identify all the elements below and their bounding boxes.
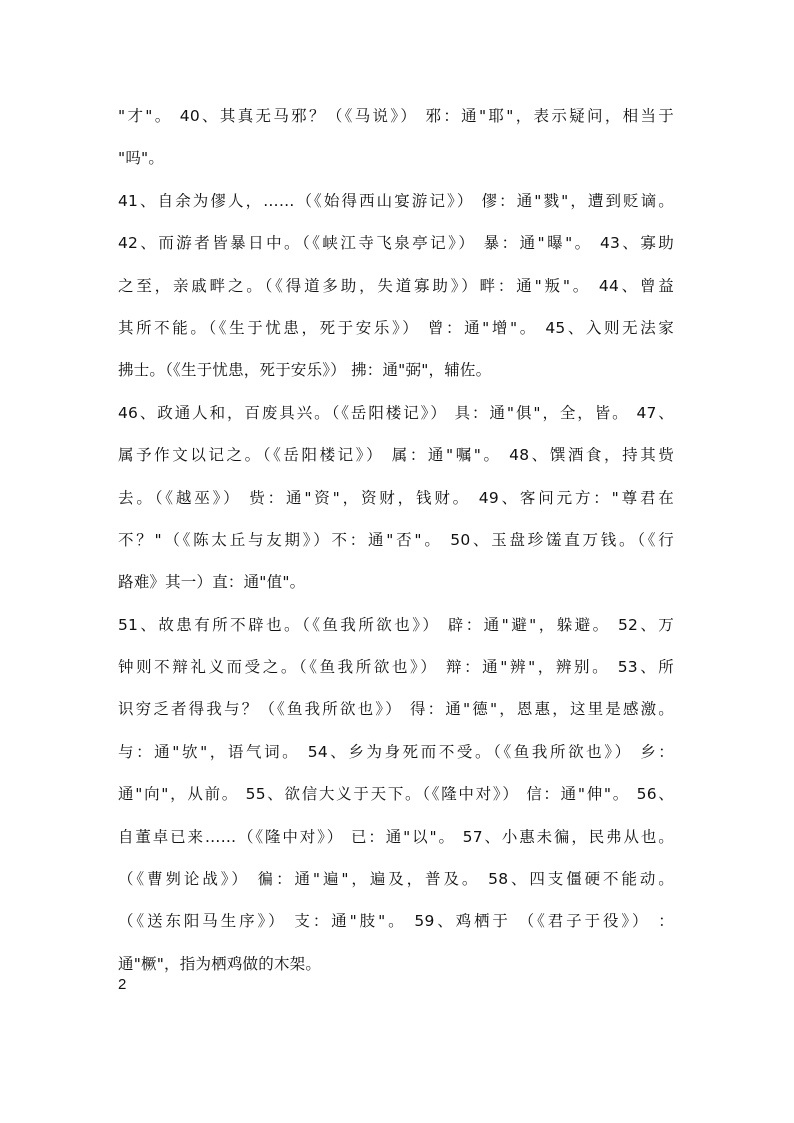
text-line: 通"向"，从前。 55、欲信大义于天下。（《隆中对》） 信：通"伸"。 56、 xyxy=(118,785,674,804)
text-line: （《送东阳马生序》） 支：通"肢"。 59、鸡栖于 （《君子于役》） ： xyxy=(118,912,674,931)
text-line: "吗"。 xyxy=(118,149,165,168)
text-line: 不？"（《陈太丘与友期》）不：通"否"。 50、玉盘珍馐直万钱。（《行 xyxy=(118,530,674,549)
text-line: 钟则不辩礼义而受之。（《鱼我所欲也》） 辩：通"辨"，辨别。 53、所 xyxy=(118,658,674,677)
text-line: 路难》其一）直：通"值"。 xyxy=(118,573,306,592)
text-line: 自董卓已来……（《隆中对》） 已：通"以"。 57、小惠未徧，民弗从也。 xyxy=(118,827,674,846)
text-line: 之至，亲戚畔之。（《得道多助，失道寡助》）畔：通"叛"。 44、曾益 xyxy=(118,276,674,295)
text-line: 识穷乏者得我与？（《鱼我所欲也》） 得：通"德"，恩惠，这里是感激。 xyxy=(118,700,674,719)
text-line: 拂士。（《生于忧患，死于安乐》） 拂：通"弼"，辅佐。 xyxy=(118,361,492,380)
text-body xyxy=(118,100,674,990)
page-number: 2 xyxy=(118,976,127,993)
text-line: 通"橛"，指为栖鸡做的木架。 xyxy=(118,954,322,973)
text-line: "才"。 40、其真无马邪？（《马说》） 邪：通"耶"，表示疑问，相当于 xyxy=(118,107,674,125)
text-line: 51、故患有所不辟也。（《鱼我所欲也》） 辟：通"避"，躲避。 52、万 xyxy=(118,615,674,634)
text-line: 41、自余为僇人，……（《始得西山宴游记》） 僇：通"戮"，遭到贬谪。 xyxy=(118,191,674,210)
text-line: （《曹刿论战》） 徧：通"遍"，遍及，普及。 58、四支僵硬不能动。 xyxy=(118,870,674,889)
text-line: 属予作文以记之。（《岳阳楼记》） 属：通"嘱"。 48、馔酒食，持其赀 xyxy=(118,446,674,465)
text-line: 46、政通人和，百废具兴。（《岳阳楼记》） 具：通"俱"，全，皆。 47、 xyxy=(118,403,674,422)
text-line: 与：通"欤"，语气词。 54、乡为身死而不受。（《鱼我所欲也》） 乡： xyxy=(118,742,674,761)
text-line: 42、而游者皆暴日中。（《峡江寺飞泉亭记》） 暴：通"曝"。 43、寡助 xyxy=(118,234,674,253)
text-line: 去。（《越巫》） 赀：通"资"，资财，钱财。 49、客问元方："尊君在 xyxy=(118,488,674,507)
text-line: 其所不能。（《生于忧患，死于安乐》） 曾：通"增"。 45、入则无法家 xyxy=(118,318,674,337)
